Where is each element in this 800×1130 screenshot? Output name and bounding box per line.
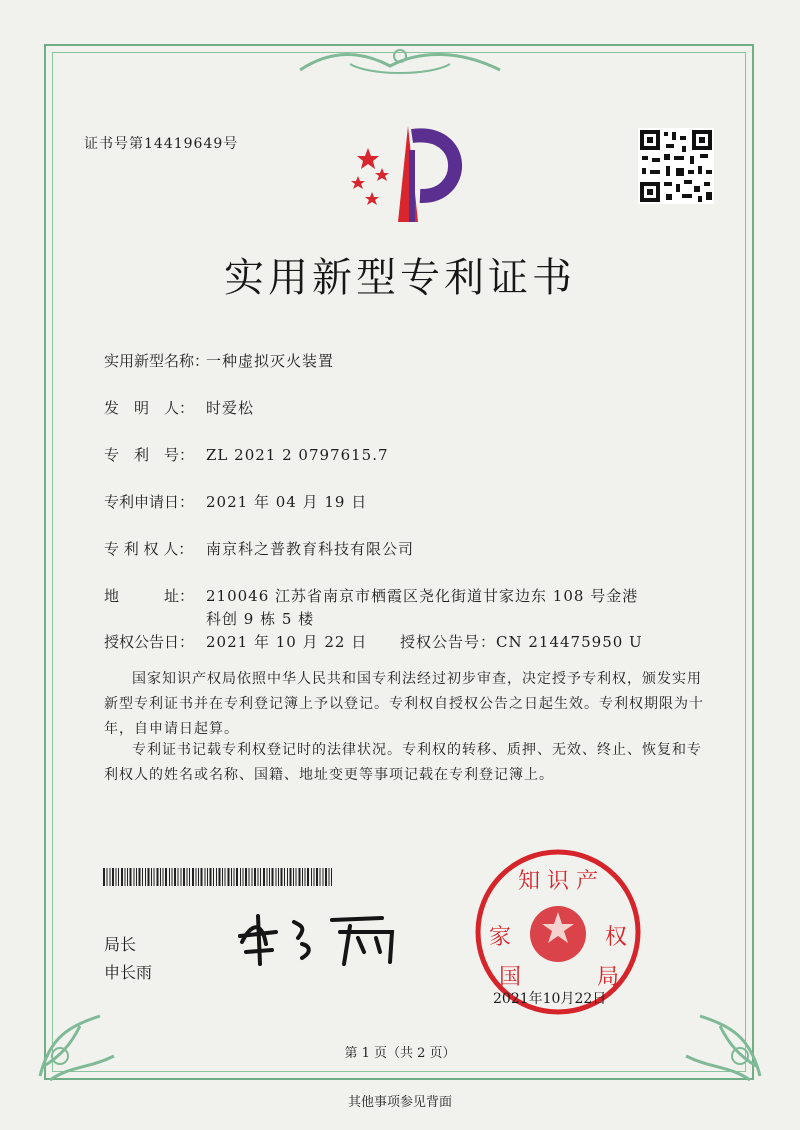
signature-title: 局长	[104, 935, 137, 954]
back-note: 其他事项参见背面	[347, 1095, 452, 1110]
svg-text:家: 家	[488, 925, 512, 950]
field-value: 一种虚拟灭火装置	[206, 352, 335, 370]
field-label: 专 利 权 人：	[104, 540, 194, 558]
field-patent-number	[104, 444, 389, 465]
svg-text:知 识 产: 知 识 产	[518, 869, 598, 894]
field-value: CN 214475950 U	[496, 633, 643, 651]
signature-name: 申长雨	[104, 963, 153, 982]
field-value: 2021 年 04 月 19 日	[206, 493, 368, 511]
certificate-number: 证书号第14419649号	[84, 136, 239, 152]
field-value: 210046 江苏省南京市栖霞区尧化街道甘家边东 108 号金港	[206, 587, 639, 605]
qr-code-icon	[638, 128, 714, 204]
field-inventor	[104, 397, 254, 418]
field-label: 授权公告日：	[104, 633, 195, 651]
handwritten-signature	[232, 902, 402, 972]
field-label: 实用新型名称：	[104, 352, 210, 370]
field-label: 地 址：	[104, 587, 195, 605]
barcode-icon	[103, 868, 335, 886]
field-utility-model-name	[104, 350, 334, 371]
field-value: 2021 年 10 月 22 日	[206, 633, 368, 651]
field-grant-date	[104, 631, 367, 652]
field-address	[104, 585, 638, 606]
corner-ornament-icon	[680, 996, 770, 1086]
field-label: 专利申请日：	[104, 493, 195, 511]
corner-ornament-icon	[30, 996, 120, 1086]
field-value: 时爱松	[206, 399, 255, 417]
seal-date: 2021年10月22日	[493, 991, 607, 1007]
certificate-title: 实用新型专利证书	[224, 255, 576, 301]
svg-text:国: 国	[498, 965, 522, 990]
field-grant-publication-number	[400, 631, 643, 652]
field-label: 专 利 号：	[104, 446, 195, 464]
svg-text:权: 权	[604, 925, 628, 950]
certificate-paragraph-2: 专利证书记载专利权登记时的法律状况。专利权的转移、质押、无效、终止、恢复和专利权人的姓名或名称、国籍、地址变更等事项记载在专利登记簿上。	[104, 742, 702, 783]
field-address-line2: 科创 9 栋 5 楼	[206, 610, 315, 628]
certificate-paragraph-1: 国家知识产权局依照中华人民共和国专利法经过初步审查，决定授予专利权，颁发实用新型专利证书并在专利登记簿上予以登记。专利权自授权公告之日起生效。专利权期限为十年，自申请日起算。	[104, 671, 704, 737]
field-patentee	[104, 538, 414, 559]
cnipa-logo-icon	[338, 118, 464, 228]
field-label: 发 明 人：	[104, 399, 195, 417]
field-application-date	[104, 491, 367, 512]
field-value: ZL 2021 2 0797615.7	[206, 446, 389, 464]
svg-text:局: 局	[596, 965, 620, 990]
top-ornament-icon	[290, 40, 510, 84]
page-indicator: 第 1 页（共 2 页）	[344, 1046, 456, 1061]
field-value: 南京科之普教育科技有限公司	[206, 540, 415, 558]
field-label: 授权公告号：	[400, 633, 497, 651]
